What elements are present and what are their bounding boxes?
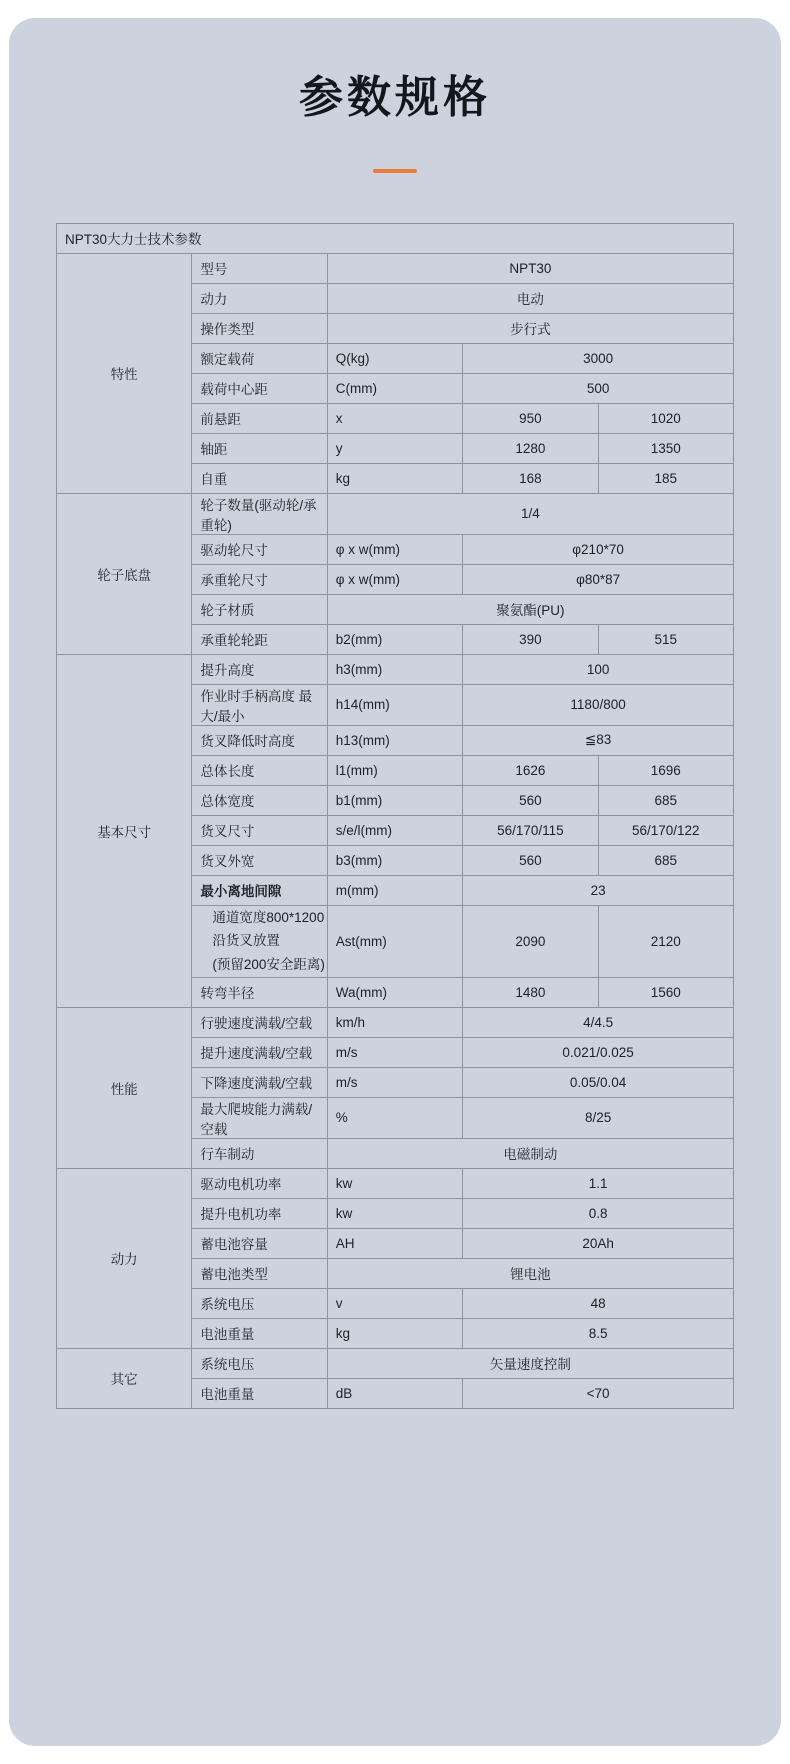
- spec-value-secondary: 2120: [598, 905, 733, 977]
- spec-value-primary: 390: [463, 624, 598, 654]
- spec-symbol: l1(mm): [327, 755, 462, 785]
- spec-value: 500: [463, 373, 734, 403]
- spec-symbol: kw: [327, 1198, 462, 1228]
- spec-group-label: 动力: [57, 1168, 192, 1348]
- spec-label: 下降速度满载/空载: [192, 1067, 327, 1097]
- bottom-spacer: [0, 1409, 790, 1449]
- spec-symbol: AH: [327, 1228, 462, 1258]
- spec-value-primary: 560: [463, 785, 598, 815]
- spec-value-secondary: 1560: [598, 977, 733, 1007]
- spec-symbol: b1(mm): [327, 785, 462, 815]
- spec-label: 前悬距: [192, 403, 327, 433]
- spec-value: φ210*70: [463, 534, 734, 564]
- spec-value-primary: 168: [463, 463, 598, 493]
- spec-label: 货叉降低时高度: [192, 725, 327, 755]
- spec-label: 通道宽度800*1200 沿货叉放置 (预留200安全距离): [192, 905, 327, 977]
- spec-group-label: 特性: [57, 253, 192, 493]
- spec-symbol: C(mm): [327, 373, 462, 403]
- spec-label: 提升速度满载/空载: [192, 1037, 327, 1067]
- spec-value: 步行式: [327, 313, 733, 343]
- spec-symbol: m/s: [327, 1037, 462, 1067]
- spec-label: 承重轮轮距: [192, 624, 327, 654]
- spec-label: 总体长度: [192, 755, 327, 785]
- spec-value: 20Ah: [463, 1228, 734, 1258]
- spec-label: 最小离地间隙: [192, 875, 327, 905]
- spec-value-secondary: 1020: [598, 403, 733, 433]
- spec-value-secondary: 185: [598, 463, 733, 493]
- spec-value-primary: 1280: [463, 433, 598, 463]
- spec-symbol: m/s: [327, 1067, 462, 1097]
- spec-symbol: Wa(mm): [327, 977, 462, 1007]
- spec-label: 行驶速度满载/空载: [192, 1007, 327, 1037]
- spec-value-secondary: 1696: [598, 755, 733, 785]
- spec-symbol: b2(mm): [327, 624, 462, 654]
- spec-value: 0.8: [463, 1198, 734, 1228]
- table-caption: NPT30大力士技术参数: [57, 223, 734, 253]
- spec-label: 轮子数量(驱动轮/承重轮): [192, 493, 327, 534]
- spec-label: 动力: [192, 283, 327, 313]
- spec-value: 电动: [327, 283, 733, 313]
- table-row: [57, 493, 734, 534]
- spec-symbol: h13(mm): [327, 725, 462, 755]
- spec-value: 锂电池: [327, 1258, 733, 1288]
- title-underline-rule: [373, 169, 417, 173]
- spec-label: 行车制动: [192, 1138, 327, 1168]
- spec-label: 轮子材质: [192, 594, 327, 624]
- spec-value: 0.05/0.04: [463, 1067, 734, 1097]
- spec-symbol: v: [327, 1288, 462, 1318]
- spec-value: ≦83: [463, 725, 734, 755]
- spec-value: 矢量速度控制: [327, 1348, 733, 1378]
- spec-group-label: 其它: [57, 1348, 192, 1408]
- spec-label: 系统电压: [192, 1348, 327, 1378]
- spec-symbol: φ x w(mm): [327, 534, 462, 564]
- spec-value: 聚氨酯(PU): [327, 594, 733, 624]
- spec-value-primary: 950: [463, 403, 598, 433]
- spec-value: 100: [463, 654, 734, 684]
- spec-value: 0.021/0.025: [463, 1037, 734, 1067]
- spec-value: 1/4: [327, 493, 733, 534]
- spec-symbol: s/e/l(mm): [327, 815, 462, 845]
- title-block: [0, 0, 790, 173]
- spec-label: 轴距: [192, 433, 327, 463]
- spec-value-secondary: 56/170/122: [598, 815, 733, 845]
- spec-label: 蓄电池容量: [192, 1228, 327, 1258]
- spec-value-primary: 1480: [463, 977, 598, 1007]
- table-row: [57, 1007, 734, 1037]
- spec-label: 电池重量: [192, 1378, 327, 1408]
- spec-symbol: x: [327, 403, 462, 433]
- spec-symbol: %: [327, 1097, 462, 1138]
- spec-group-label: 轮子底盘: [57, 493, 192, 654]
- spec-label: 型号: [192, 253, 327, 283]
- spec-value-secondary: 515: [598, 624, 733, 654]
- spec-value: 8.5: [463, 1318, 734, 1348]
- spec-value-primary: 56/170/115: [463, 815, 598, 845]
- spec-value-secondary: 685: [598, 785, 733, 815]
- spec-symbol: m(mm): [327, 875, 462, 905]
- spec-group-label: 基本尺寸: [57, 654, 192, 1007]
- spec-symbol: y: [327, 433, 462, 463]
- spec-value: 1.1: [463, 1168, 734, 1198]
- spec-symbol: Q(kg): [327, 343, 462, 373]
- table-row: [57, 654, 734, 684]
- spec-symbol: φ x w(mm): [327, 564, 462, 594]
- table-row: [57, 253, 734, 283]
- spec-value: 电磁制动: [327, 1138, 733, 1168]
- spec-label: 驱动轮尺寸: [192, 534, 327, 564]
- spec-label: 提升电机功率: [192, 1198, 327, 1228]
- spec-symbol: h14(mm): [327, 684, 462, 725]
- spec-value-secondary: 1350: [598, 433, 733, 463]
- spec-value: <70: [463, 1378, 734, 1408]
- spec-label: 作业时手柄高度 最大/最小: [192, 684, 327, 725]
- spec-symbol: km/h: [327, 1007, 462, 1037]
- spec-label: 总体宽度: [192, 785, 327, 815]
- spec-symbol: Ast(mm): [327, 905, 462, 977]
- spec-label: 承重轮尺寸: [192, 564, 327, 594]
- spec-label: 载荷中心距: [192, 373, 327, 403]
- spec-value: 8/25: [463, 1097, 734, 1138]
- spec-value: 4/4.5: [463, 1007, 734, 1037]
- spec-table: [56, 223, 734, 1409]
- spec-value: φ80*87: [463, 564, 734, 594]
- spec-symbol: kg: [327, 1318, 462, 1348]
- spec-label: 转弯半径: [192, 977, 327, 1007]
- spec-label: 货叉尺寸: [192, 815, 327, 845]
- spec-label: 蓄电池类型: [192, 1258, 327, 1288]
- spec-group-label: 性能: [57, 1007, 192, 1168]
- spec-label: 系统电压: [192, 1288, 327, 1318]
- spec-value: 3000: [463, 343, 734, 373]
- spec-symbol: dB: [327, 1378, 462, 1408]
- spec-label: 货叉外宽: [192, 845, 327, 875]
- spec-value: 1180/800: [463, 684, 734, 725]
- spec-value: 23: [463, 875, 734, 905]
- spec-value-primary: 1626: [463, 755, 598, 785]
- spec-value-primary: 560: [463, 845, 598, 875]
- table-caption-row: [57, 223, 734, 253]
- table-row: [57, 1168, 734, 1198]
- page-title: 参数规格: [299, 73, 491, 122]
- spec-label: 额定载荷: [192, 343, 327, 373]
- spec-value-secondary: 685: [598, 845, 733, 875]
- spec-label: 最大爬坡能力满载/空载: [192, 1097, 327, 1138]
- spec-label: 提升高度: [192, 654, 327, 684]
- spec-value-primary: 2090: [463, 905, 598, 977]
- spec-label: 电池重量: [192, 1318, 327, 1348]
- table-row: [57, 1348, 734, 1378]
- spec-symbol: h3(mm): [327, 654, 462, 684]
- spec-value: 48: [463, 1288, 734, 1318]
- spec-symbol: kg: [327, 463, 462, 493]
- spec-label: 自重: [192, 463, 327, 493]
- spec-symbol: b3(mm): [327, 845, 462, 875]
- spec-table-wrap: [24, 223, 766, 1409]
- spec-symbol: kw: [327, 1168, 462, 1198]
- spec-value: NPT30: [327, 253, 733, 283]
- spec-label: 操作类型: [192, 313, 327, 343]
- spec-label: 驱动电机功率: [192, 1168, 327, 1198]
